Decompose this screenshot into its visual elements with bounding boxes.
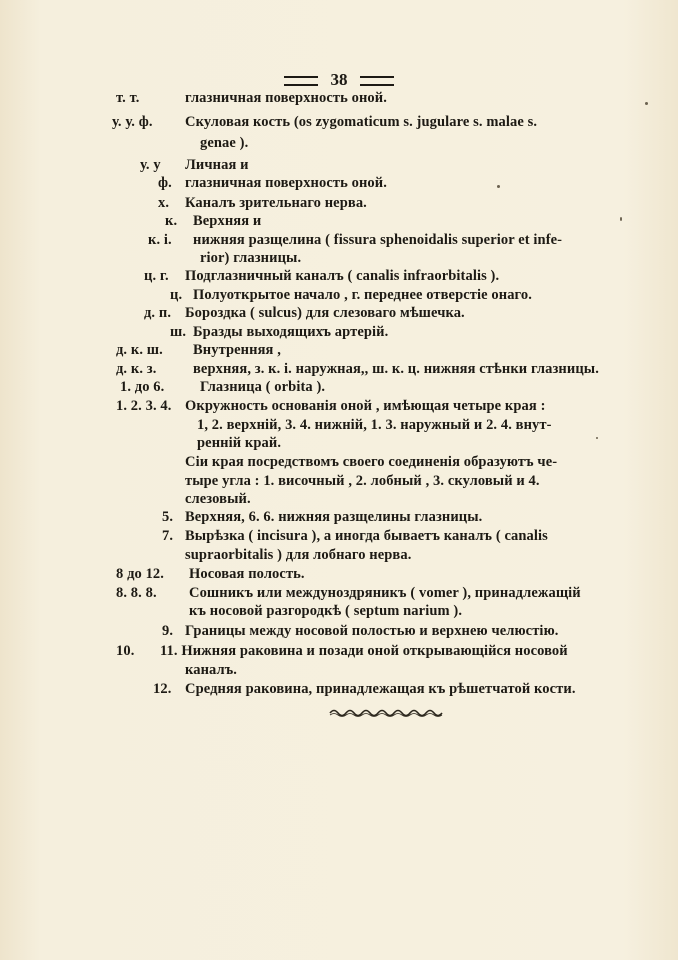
- line-text: къ носовой разгородкѣ ( septum narium ).: [189, 603, 463, 619]
- line-marker: х.: [158, 195, 170, 211]
- line-marker: 9.: [162, 623, 174, 639]
- line-marker: д. к. ш.: [116, 342, 163, 358]
- line-text: Сіи края посредствомъ своего соединенія образуютъ че-: [185, 454, 558, 470]
- line-marker: ц. г.: [144, 268, 169, 284]
- line-marker: к. і.: [148, 232, 172, 248]
- line-text: Бороздка ( sulcus) для слезоваго мѣшечка.: [185, 305, 465, 321]
- line-text: 11. Нижняя раковина и позади оной открывающійся носовой: [160, 643, 568, 659]
- paper-speck: [596, 437, 598, 439]
- header-rule-right: [360, 76, 394, 86]
- line-text: Верхняя, 6. 6. нижняя разщелины глазницы.: [185, 509, 483, 525]
- paper-speck: [620, 217, 622, 221]
- line-text: Носовая полость.: [189, 566, 305, 582]
- line-text: Каналъ зрительнаго нерва.: [185, 195, 367, 211]
- line-text: Средняя раковина, принадлежащая къ рѣшетчатой кости.: [185, 681, 576, 697]
- line-text: Бразды выходящихъ артерій.: [193, 324, 389, 340]
- line-text: ренній край.: [197, 435, 282, 451]
- line-marker: 1. 2. 3. 4.: [116, 398, 172, 414]
- line-text: Окружность основанія оной , имѣющая четыре края :: [185, 398, 546, 414]
- line-text: слезовый.: [185, 491, 251, 507]
- line-text: нижняя разщелина ( fissura sphenoidalis superior et infe-: [193, 232, 563, 248]
- line-marker: ц.: [170, 287, 183, 303]
- line-text: тыре угла : 1. височный , 2. лобный , 3. скуловый и 4.: [185, 473, 540, 489]
- line-marker: ф.: [158, 175, 172, 191]
- line-marker: д. к. з.: [116, 361, 157, 377]
- header-rule-left: [284, 76, 318, 86]
- line-marker: 1. до 6.: [120, 379, 165, 395]
- line-text: Внутренняя ,: [193, 342, 281, 358]
- line-text: supraorbitalis ) для лобнаго нерва.: [185, 547, 412, 563]
- line-text: Полуоткрытое начало , г. переднее отверстіе онаго.: [193, 287, 532, 303]
- line-text: genae ).: [200, 135, 249, 151]
- line-text: Подглазничный каналъ ( canalis infraorbitalis ).: [185, 268, 500, 284]
- line-text: 1, 2. верхній, 3. 4. нижній, 1. 3. наружный и 2. 4. внут-: [197, 417, 552, 433]
- page-header: [0, 70, 678, 90]
- line-text: Верхняя и: [193, 213, 262, 229]
- line-marker: 8. 8. 8.: [116, 585, 157, 601]
- line-marker: у. у: [140, 157, 161, 173]
- line-marker: 7.: [162, 528, 174, 544]
- line-text: Сошникъ или междуноздряникъ ( vomer ), принадлежащій: [189, 585, 581, 601]
- line-text: rior) глазницы.: [200, 250, 302, 266]
- line-text: Глазница ( orbita ).: [200, 379, 326, 395]
- line-text: Личная и: [185, 157, 249, 173]
- line-marker: ш.: [170, 324, 187, 340]
- line-text: глазничная поверхность оной.: [185, 175, 387, 191]
- line-text: Скуловая кость (os zygomaticum s. jugulare s. malae s.: [185, 114, 538, 130]
- line-marker: т. т.: [116, 90, 140, 106]
- line-marker: д. п.: [144, 305, 172, 321]
- paper-speck: [497, 185, 500, 188]
- page-number: 38: [330, 70, 348, 89]
- line-text: глазничная поверхность оной.: [185, 90, 387, 106]
- paper-speck: [645, 102, 648, 105]
- line-marker: 5.: [162, 509, 174, 525]
- line-text: Границы между носовой полостью и верхнею челюстію.: [185, 623, 559, 639]
- flourish-ornament-icon: [328, 708, 448, 718]
- line-marker: 8 до 12.: [116, 566, 165, 582]
- line-marker: 12.: [153, 681, 172, 697]
- line-text: верхняя, з. к. і. наружная,, ш. к. ц. нижняя стѣнки глазницы.: [193, 361, 599, 377]
- line-text: Вырѣзка ( incisura ), а иногда бываетъ каналъ ( canalis: [185, 528, 548, 544]
- line-marker: 10.: [116, 643, 135, 659]
- line-text: каналъ.: [185, 662, 238, 678]
- line-marker: у. у. ф.: [112, 114, 153, 130]
- line-marker: к.: [165, 213, 178, 229]
